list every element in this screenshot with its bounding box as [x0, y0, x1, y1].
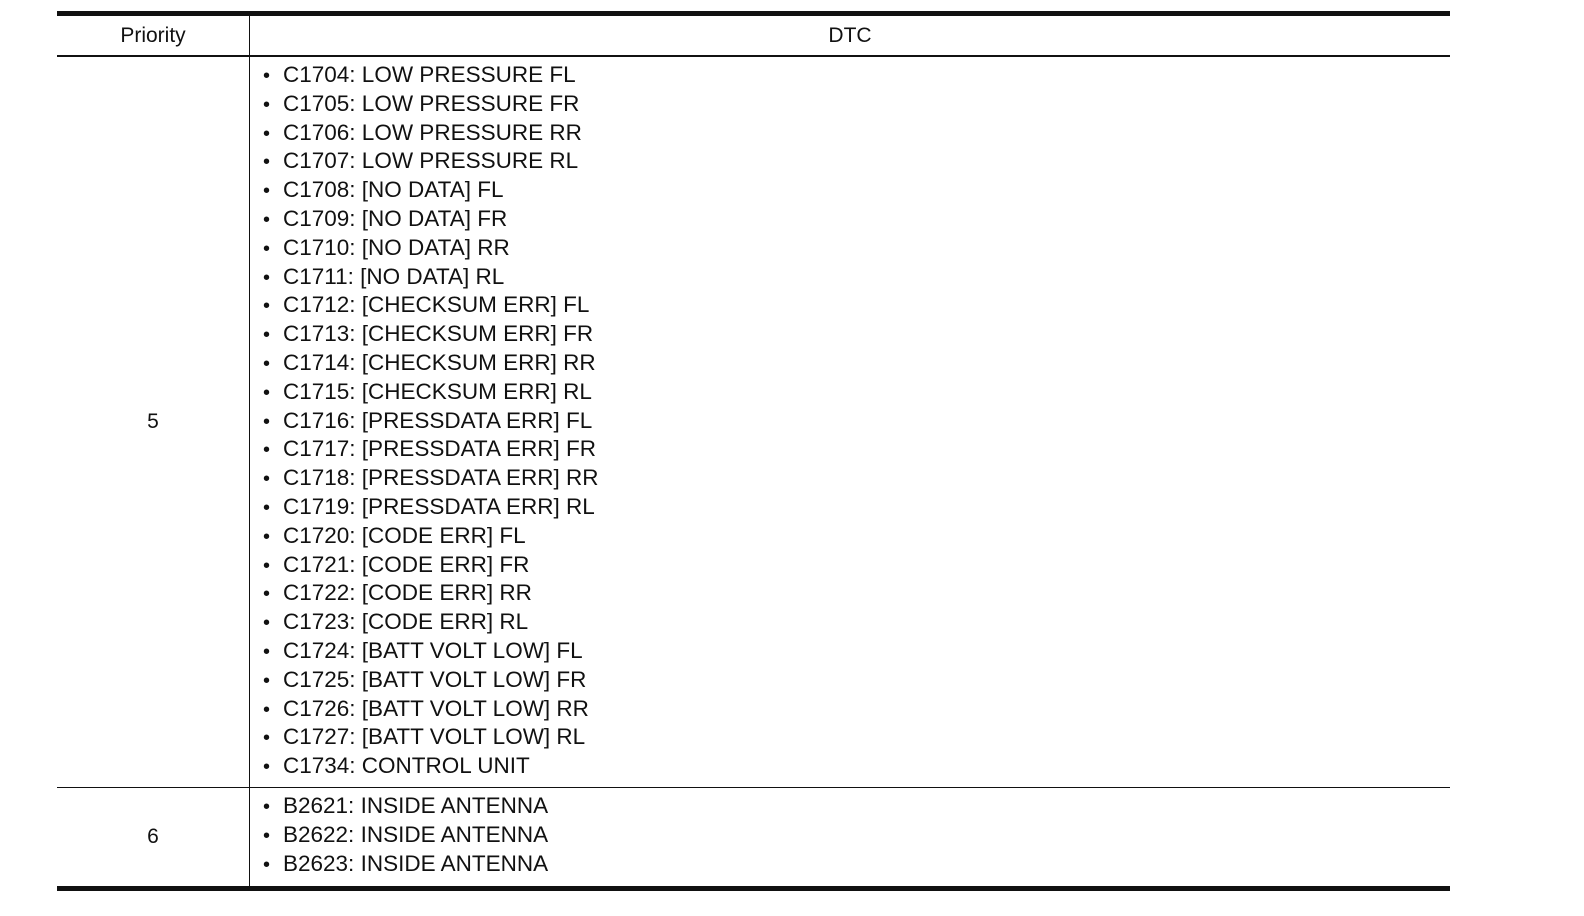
dtc-code-text: C1706: LOW PRESSURE RR: [283, 119, 582, 145]
dtc-code-text: B2621: INSIDE ANTENNA: [283, 792, 549, 818]
table-header-row: [57, 14, 1450, 57]
bullet-icon: •: [263, 640, 271, 663]
bullet-icon: •: [263, 208, 271, 231]
bullet-icon: •: [263, 795, 271, 818]
bullet-icon: •: [263, 381, 271, 404]
dtc-priority-table: [57, 11, 1450, 891]
bullet-icon: •: [263, 824, 271, 847]
bullet-icon: •: [263, 468, 271, 491]
dtc-list-item: [263, 176, 1450, 205]
dtc-list-item: [263, 234, 1450, 263]
dtc-code-text: C1708: [NO DATA] FL: [283, 177, 504, 203]
bullet-icon: •: [263, 180, 271, 203]
dtc-list-item: [263, 551, 1450, 580]
dtc-list-item: [263, 493, 1450, 522]
dtc-list-item: [263, 90, 1450, 119]
priority-cell: 5: [57, 56, 250, 787]
bullet-icon: •: [263, 93, 271, 116]
dtc-list-item: [263, 666, 1450, 695]
bullet-icon: •: [263, 410, 271, 433]
dtc-code-text: C1712: [CHECKSUM ERR] FL: [283, 292, 590, 318]
dtc-list-item: [263, 435, 1450, 464]
dtc-code-text: C1724: [BATT VOLT LOW] FL: [283, 637, 583, 663]
bullet-icon: •: [263, 122, 271, 145]
dtc-code-text: C1709: [NO DATA] FR: [283, 205, 508, 231]
dtc-code-text: C1721: [CODE ERR] FR: [283, 551, 530, 577]
dtc-code-text: C1723: [CODE ERR] RL: [283, 609, 529, 635]
dtc-list-item: [263, 320, 1450, 349]
dtc-code-text: C1734: CONTROL UNIT: [283, 753, 530, 779]
dtc-code-text: C1715: [CHECKSUM ERR] RL: [283, 378, 592, 404]
dtc-list-item: [263, 850, 1450, 879]
dtc-code-text: B2622: INSIDE ANTENNA: [283, 821, 549, 847]
bullet-icon: •: [263, 496, 271, 519]
priority-cell: 6: [57, 787, 250, 888]
dtc-cell: [250, 56, 1451, 787]
dtc-code-text: C1717: [PRESSDATA ERR] FR: [283, 436, 597, 462]
dtc-list-item: [263, 608, 1450, 637]
table-row: [57, 56, 1450, 787]
dtc-code-text: C1727: [BATT VOLT LOW] RL: [283, 724, 586, 750]
bullet-icon: •: [263, 151, 271, 174]
bullet-icon: •: [263, 324, 271, 347]
dtc-list-item: [263, 263, 1450, 292]
dtc-list-item: [263, 579, 1450, 608]
bullet-icon: •: [263, 756, 271, 779]
dtc-code-text: C1725: [BATT VOLT LOW] FR: [283, 666, 587, 692]
dtc-list-item: [263, 637, 1450, 666]
bullet-icon: •: [263, 65, 271, 87]
bullet-icon: •: [263, 583, 271, 606]
dtc-list: [250, 57, 1450, 787]
dtc-code-text: C1726: [BATT VOLT LOW] RR: [283, 695, 589, 721]
dtc-cell: [250, 787, 1451, 888]
dtc-code-text: C1719: [PRESSDATA ERR] RL: [283, 493, 595, 519]
bullet-icon: •: [263, 612, 271, 635]
bullet-icon: •: [263, 727, 271, 750]
dtc-list-item: [263, 291, 1450, 320]
dtc-code-text: C1711: [NO DATA] RL: [283, 263, 505, 289]
bullet-icon: •: [263, 266, 271, 289]
dtc-list-item: [263, 522, 1450, 551]
dtc-list: [250, 788, 1450, 886]
dtc-list-item: [263, 119, 1450, 148]
bullet-icon: •: [263, 853, 271, 876]
dtc-list-item: [263, 723, 1450, 752]
dtc-column-header: DTC: [250, 14, 1451, 57]
dtc-list-item: [263, 407, 1450, 436]
dtc-code-text: C1710: [NO DATA] RR: [283, 234, 510, 260]
bullet-icon: •: [263, 554, 271, 577]
dtc-list-item: [263, 147, 1450, 176]
dtc-list-item: [263, 378, 1450, 407]
dtc-code-text: C1718: [PRESSDATA ERR] RR: [283, 465, 599, 491]
dtc-code-text: C1707: LOW PRESSURE RL: [283, 148, 579, 174]
dtc-list-item: [263, 695, 1450, 724]
dtc-list-item: [263, 752, 1450, 781]
bullet-icon: •: [263, 352, 271, 375]
dtc-list-item: [263, 349, 1450, 378]
dtc-code-text: C1716: [PRESSDATA ERR] FL: [283, 407, 593, 433]
dtc-list-item: [263, 464, 1450, 493]
bullet-icon: •: [263, 295, 271, 318]
dtc-list-item: [263, 61, 1450, 90]
dtc-code-text: C1705: LOW PRESSURE FR: [283, 90, 580, 116]
table-row: [57, 787, 1450, 888]
bullet-icon: •: [263, 237, 271, 260]
dtc-code-text: C1720: [CODE ERR] FL: [283, 522, 526, 548]
dtc-list-item: [263, 821, 1450, 850]
bullet-icon: •: [263, 525, 271, 548]
dtc-code-text: B2623: INSIDE ANTENNA: [283, 850, 549, 876]
priority-column-header: Priority: [57, 14, 250, 57]
dtc-list-item: [263, 792, 1450, 821]
dtc-code-text: C1704: LOW PRESSURE FL: [283, 62, 576, 87]
bullet-icon: •: [263, 669, 271, 692]
table-body: [57, 56, 1450, 889]
dtc-code-text: C1713: [CHECKSUM ERR] FR: [283, 321, 594, 347]
dtc-list-item: [263, 205, 1450, 234]
dtc-code-text: C1722: [CODE ERR] RR: [283, 580, 532, 606]
bullet-icon: •: [263, 439, 271, 462]
bullet-icon: •: [263, 698, 271, 721]
dtc-code-text: C1714: [CHECKSUM ERR] RR: [283, 349, 596, 375]
